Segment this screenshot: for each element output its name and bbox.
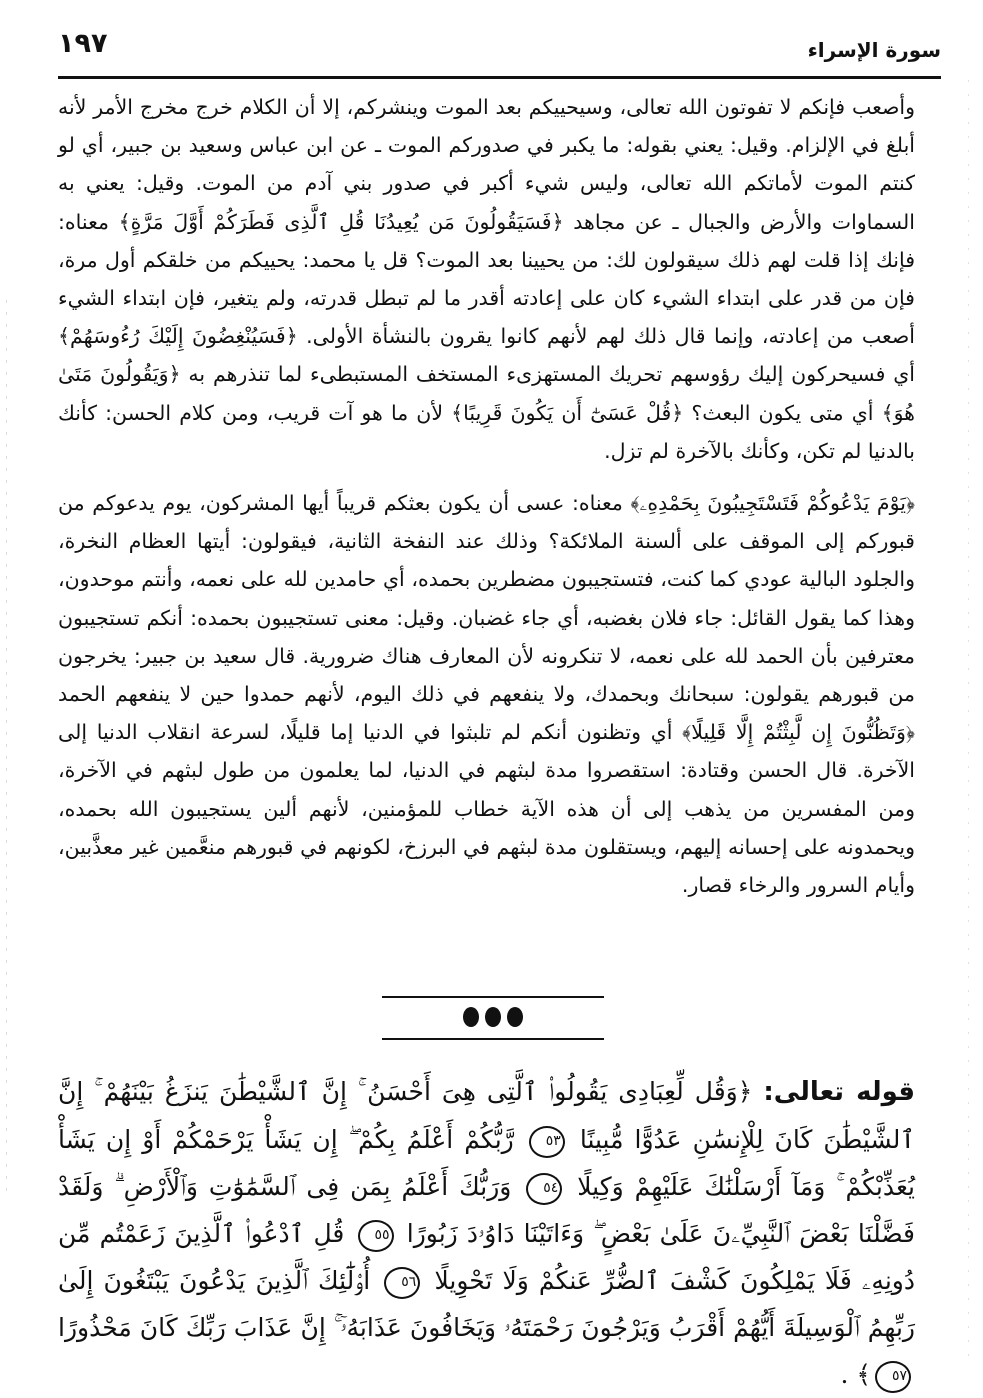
ayah-number-marker: ٥٥ (358, 1220, 394, 1252)
verse-closing-bracket: ﴾ . (840, 1360, 871, 1389)
ayah-number-marker: ٥٦ (384, 1267, 420, 1299)
page-number: ١٩٧ (58, 28, 108, 59)
section-separator (382, 996, 604, 1052)
dot-icon (463, 1007, 479, 1027)
ayah-number-marker: ٥٣ (529, 1126, 565, 1158)
commentary-paragraph-2: ﴿يَوْمَ يَدْعُوكُمْ فَتَسْتَجِيبُونَ بِحَمْدِهِۦ﴾ معناه: عسى أن يكون بعثكم قريباً أيها المشركون، يوم يدعوكم من قبوركم إلى الموقف على ألسنة الملائكة؟ وذلك عند النفخة الثانية، فيقولون: أيتها العظام النخرة، والجلود البالية عودي كما كنت، فتستجيبون مضطرين بحمده، أي حامدين لله على نعمه، وأنتم موحدون، وهذا كما يقول القائل: جاء فلان بغضبه، أي جاء غضبان. وقيل: معنى تستجيبون بحمده: أنكم تستجيبون معترفين بأن الحمد لله على نعمه، لا تنكرونه لأن المعارف هناك ضرورية. قال سعيد بن جبير: يخرجون من قبورهم يقولون: سبحانك وبحمدك، ولا ينفعهم في ذلك اليوم، لأنهم حمدوا حين لا ينفعهم الحمد ﴿وَتَظُنُّونَ إِن لَّبِثْتُمْ إِلَّا قَلِيلًا﴾ أي وتظنون أنكم لم تلبثوا في الدنيا إما قليلًا، لسرعة انقلاب الدنيا إلى الآخرة. قال الحسن وقتادة: استقصروا مدة لبثهم في الدنيا، لما يعلمون من طول لبثهم في الآخرة، ومن المفسرين من يذهب إلى أن هذه الآية خطاب للمؤمنين، لأنهم ألين يستجيبون الله بحمده، ويحمدونه على إحسانه إليهم، ويستقلون مدة لبثهم في البرزخ، لكونهم في قبورهم منعَّمين غير معذَّبين، وأيام السرور والرخاء قصار. (58, 491, 915, 898)
surah-title: سورة الإسراء (807, 38, 941, 62)
dot-icon (485, 1007, 501, 1027)
commentary-paragraph-1: وأصعب فإنكم لا تفوتون الله تعالى، وسيحييكم بعد الموت وينشركم، إلا أن الكلام خرج مخرج الأمر لأنه أبلغ في الإلزام. وقيل: يعني بقوله: ما يكبر في صدوركم الموت ـ عن ابن عباس وسعيد بن جبير، أي لو كنتم الموت لأماتكم الله تعالى، وليس شيء أكبر في صدور بني آدم من الموت. وقيل: يعني به السماوات والأرض والجبال ـ عن مجاهد ﴿فَسَيَقُولُونَ مَن يُعِيدُنَا قُلِ ٱلَّذِى فَطَرَكُمْ أَوَّلَ مَرَّةٍ﴾ معناه: فإنك إذا قلت لهم ذلك سيقولون لك: من يحيينا بعد الموت؟ قل يا محمد: يحييكم من خلقكم أول مرة، فإن من قدر على ابتداء الشيء كان على إعادته أقدر ما لم تبطل قدرته، ولم يتغير، فإن ابتداء الشيء أصعب من إعادته، وإنما قال ذلك لهم لأنهم كانوا يقرون بالنشأة الأولى. ﴿فَسَيُنْغِضُونَ إِلَيْكَ رُءُوسَهُمْ﴾ أي فسيحركون إليك رؤوسهم تحريك المستهزىء المستخف المستبطىء لما تنذرهم به ﴿وَيَقُولُونَ مَتَىٰ هُوَ﴾ أي متى يكون البعث؟ ﴿قُلْ عَسَىٰٓ أَن يَكُونَ قَرِيبًا﴾ لأن ما هو آت قريب، ومن كلام الحسن: كأنك بالدنيا لم تكن، وكأنك بالآخرة لم تزل. (58, 95, 915, 463)
verse-text: رَّبُّكُمْ أَعْلَمُ بِكُمْ ۖ إِن يَشَأْ يَرْحَمْكُمْ أَوْ إِن يَشَأْ يُعَذِّبْكُمْ ۚ وَمَآ أَرْسَلْنَٰكَ عَلَيْهِمْ وَكِيلًا (58, 1125, 915, 1201)
separator-bottom-rule (382, 1038, 604, 1040)
verse-text: وَرَبُّكَ أَعْلَمُ بِمَن فِى ٱلسَّمَٰوَٰتِ وَٱلْأَرْضِ ۗ وَلَقَدْ فَضَّلْنَا بَعْضَ ٱلنَّبِيِّۦنَ عَلَىٰ بَعْضٍ ۖ وَءَاتَيْنَا دَاوُۥدَ زَبُورًا (58, 1172, 915, 1248)
verse-text: قُلِ ٱدْعُوا۟ ٱلَّذِينَ زَعَمْتُم مِّن دُونِهِۦ فَلَا يَمْلِكُونَ كَشْفَ ٱلضُّرِّ عَنكُمْ وَلَا تَحْوِيلًا (58, 1219, 915, 1295)
verse-text: ﴿وَقُل لِّعِبَادِى يَقُولُوا۟ ٱلَّتِى هِىَ أَحْسَنُ ۚ إِنَّ ٱلشَّيْطَٰنَ يَنزَغُ بَيْنَهُمْ ۚ إِنَّ ٱلشَّيْطَٰنَ كَانَ لِلْإِنسَٰنِ عَدُوًّا مُّبِينًا (58, 1077, 916, 1154)
page-header (58, 28, 941, 72)
quran-verses (58, 1068, 915, 1398)
verse-text: أُو۟لَٰٓئِكَ ٱلَّذِينَ يَدْعُونَ يَبْتَغُونَ إِلَىٰ رَبِّهِمُ ٱلْوَسِيلَةَ أَيُّهُمْ أَقْرَبُ وَيَرْجُونَ رَحْمَتَهُۥ وَيَخَافُونَ عَذَابَهُۥٓ ۚ إِنَّ عَذَابَ رَبِّكَ كَانَ مَحْذُورًا (58, 1266, 915, 1342)
verse-heading: قوله تعالى: (763, 1077, 915, 1107)
ayah-number-marker: ٥٤ (526, 1173, 562, 1205)
scan-edge-artifact (6, 300, 7, 1200)
separator-dots-icon (382, 1004, 604, 1030)
scan-edge-artifact (968, 80, 969, 1360)
dot-icon (507, 1007, 523, 1027)
header-divider (58, 76, 941, 79)
separator-top-rule (382, 996, 604, 998)
commentary-body (58, 88, 915, 904)
ayah-number-marker: ٥٧ (875, 1361, 911, 1393)
